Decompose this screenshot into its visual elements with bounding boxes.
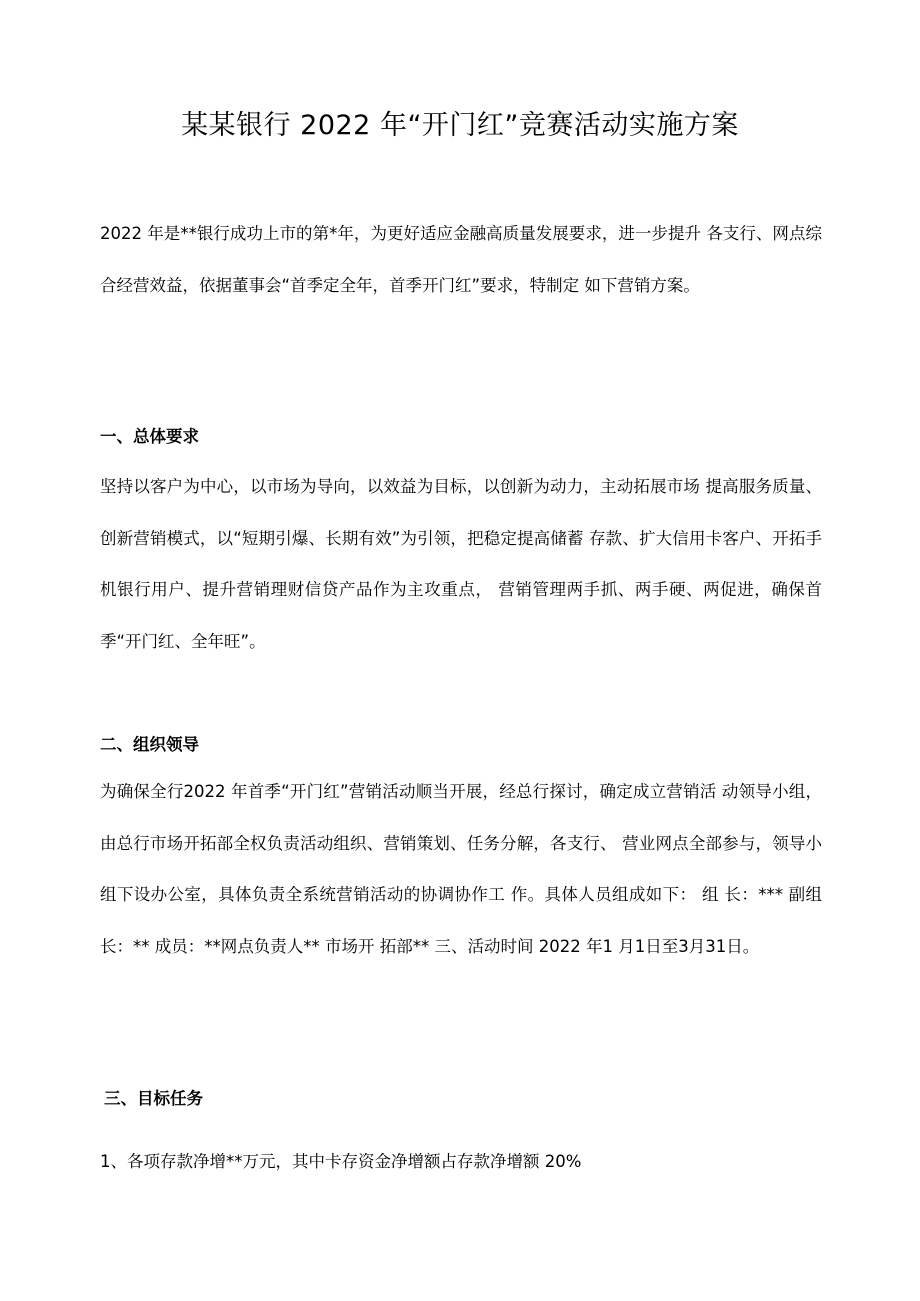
target-item: 1、各项存款净增**万元，其中卡存资金净增额占存款净增额 20% (100, 1152, 582, 1171)
document-title: 某某银行 2022 年“开门红”竞赛活动实施方案 (181, 110, 739, 141)
section-heading-general-requirements: 一、总体要求 (100, 427, 199, 446)
section-body-organization: 为确保全行2022 年首季“开门红”营销活动顺当开展，经总行探讨，确定成立营销活 动领导小组，由总行市场开拓部全权负责活动组织、营销策划、任务分解，各支行、 营业网点全部参与，领导小组下设办公室，具体负责全系统营销活动的协调协作工 作。具体人员组成如下： 组 长：*** 副组长：** 成员：**网点负责人** 市场开 拓部** 三、活动时间 2022 年1 月1日至3月31日。 (100, 782, 822, 956)
intro-paragraph: 2022 年是**银行成功上市的第*年，为更好适应金融高质量发展要求，进一步提升 各支行、网点综合经营效益，依据董事会“首季定全年，首季开门红”要求，特制定 如下营销方案。 (100, 224, 822, 295)
section-heading-organization: 二、组织领导 (100, 735, 199, 754)
section-heading-targets: 三、目标任务 (104, 1089, 203, 1108)
section-body-general-requirements: 坚持以客户为中心，以市场为导向，以效益为目标，以创新为动力，主动拓展市场 提高服务质量、创新营销模式，以“短期引爆、长期有效”为引领，把稳定提高储蓄 存款、扩大信用卡客户、开拓手机银行用户、提升营销理财信贷产品作为主攻重点， 营销管理两手抓、两手硬、两促进，确保首季“开门红、全年旺”。 (100, 477, 822, 651)
